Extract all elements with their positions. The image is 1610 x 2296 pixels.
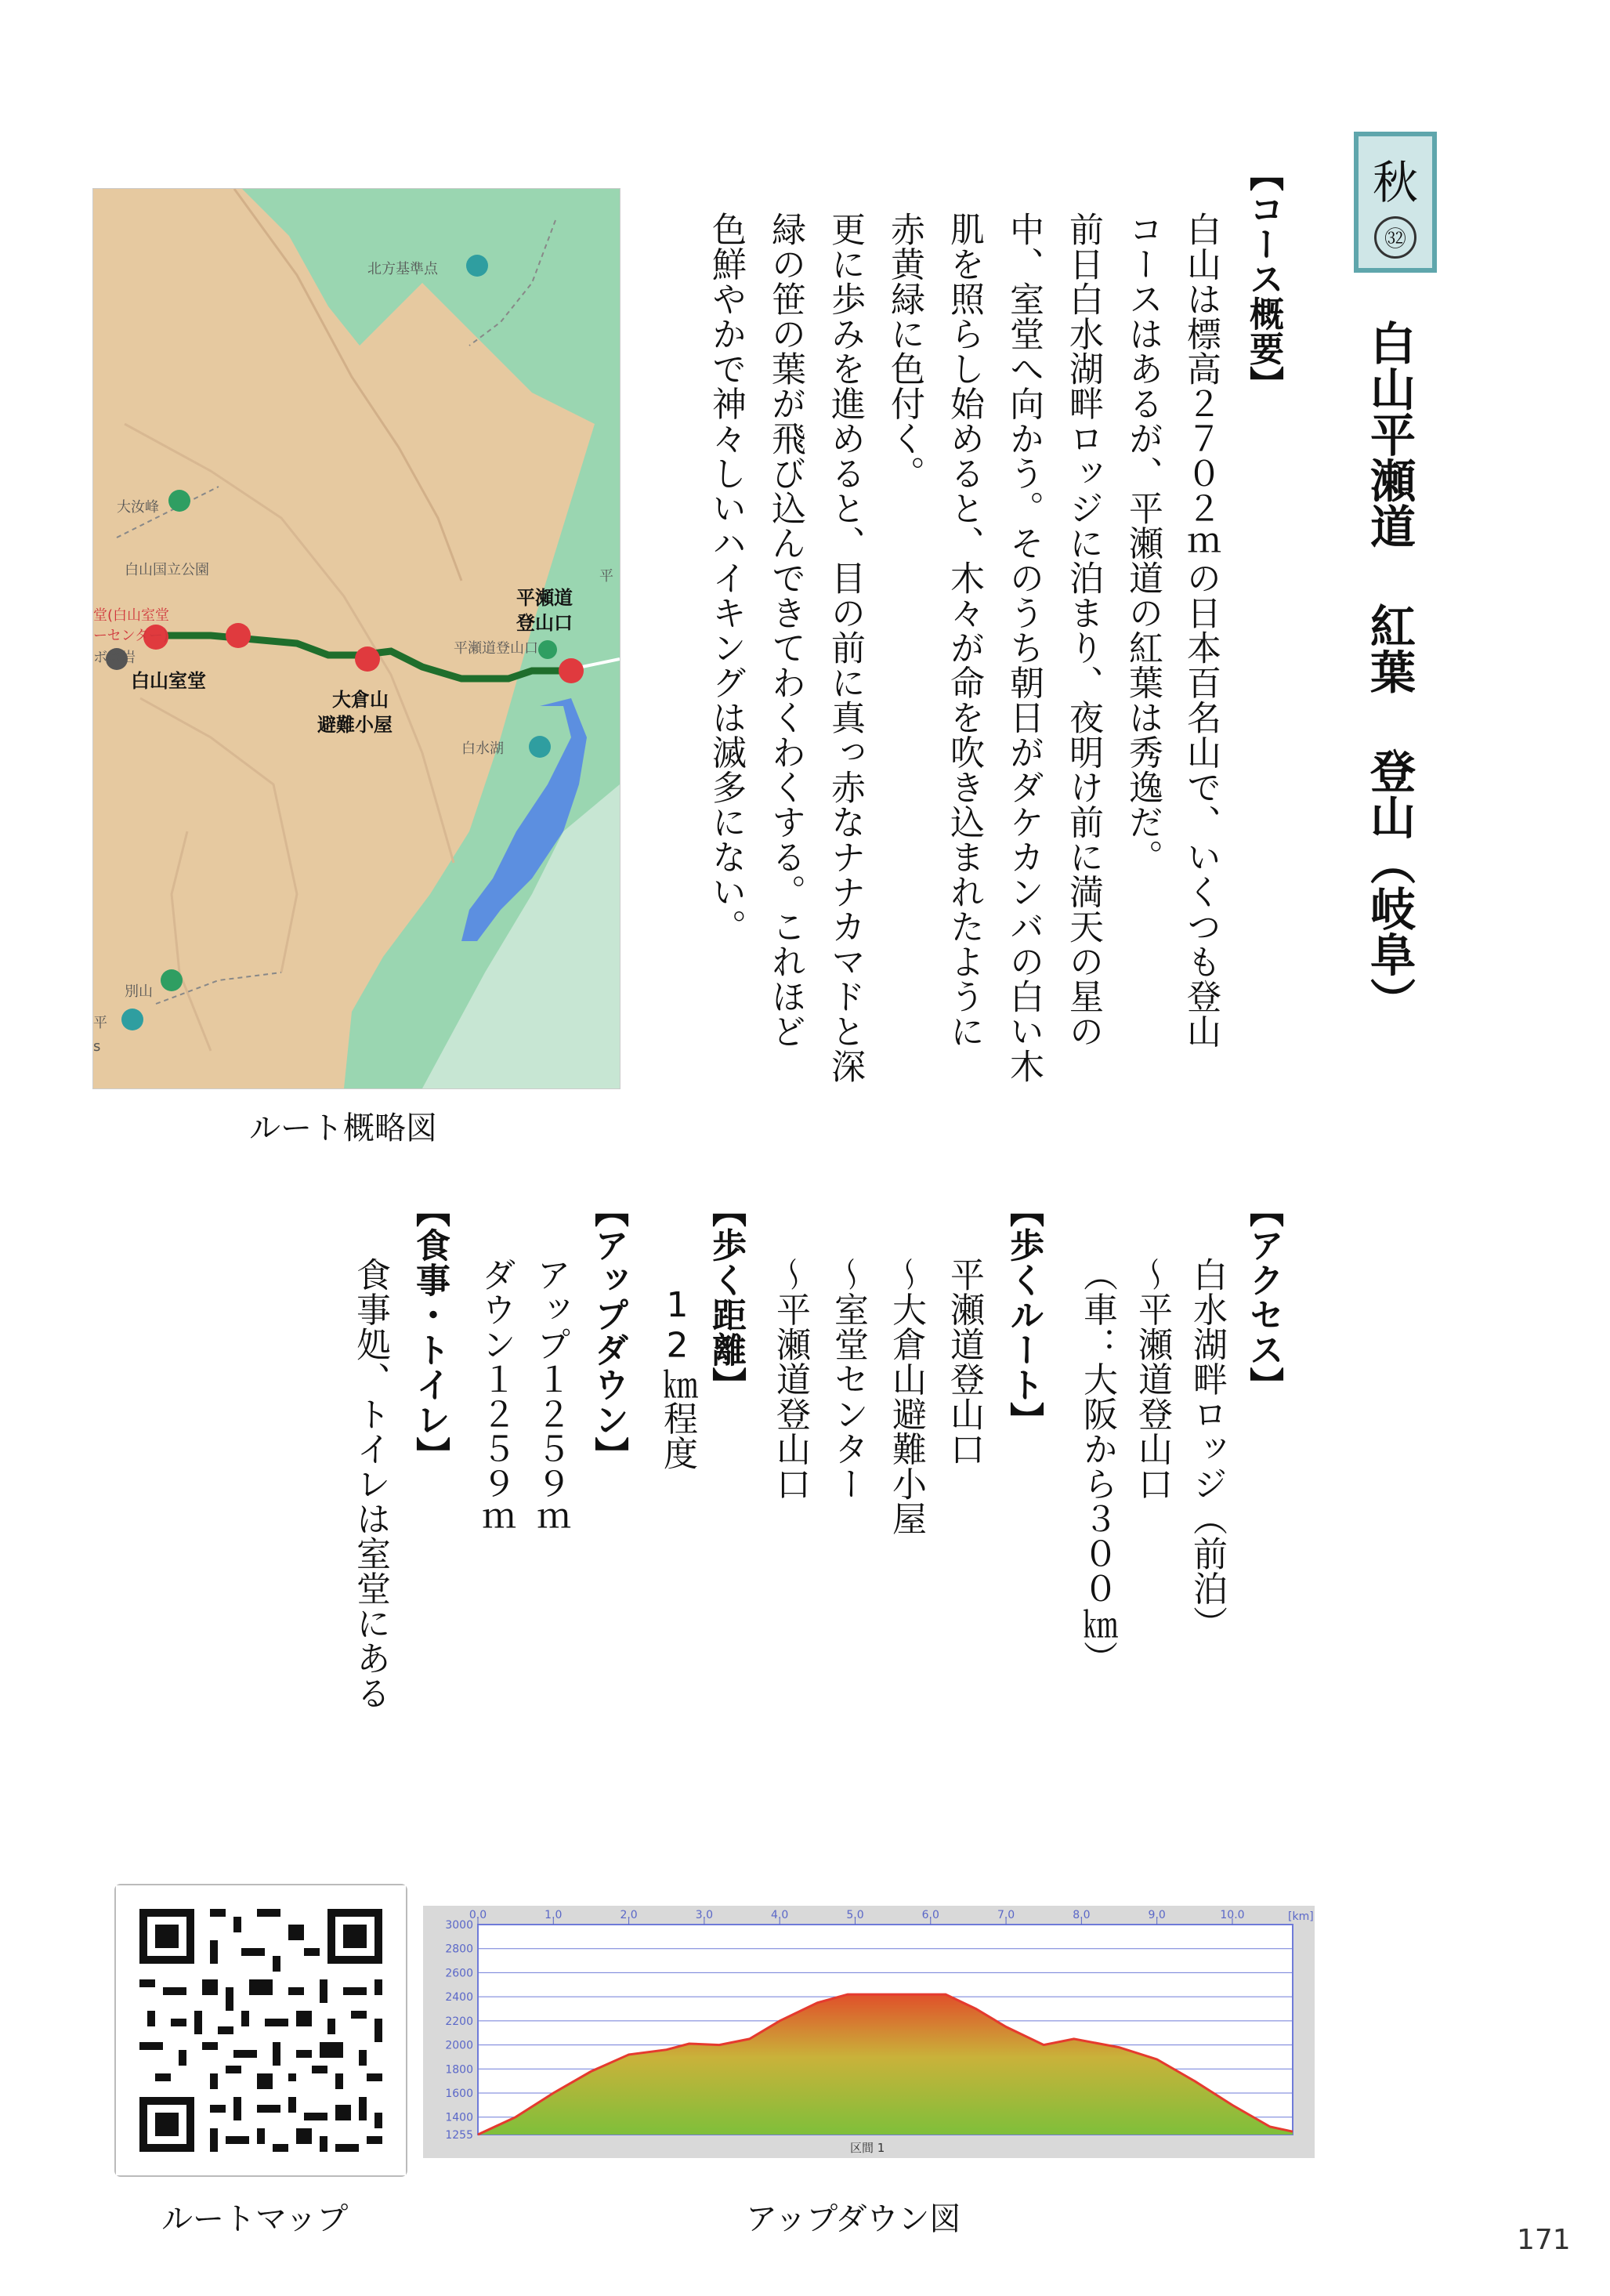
section-label: 区間 1	[850, 2141, 885, 2155]
distance-heading: 【歩く距離】	[706, 1193, 746, 1402]
x-tick-label: 6.0	[921, 1909, 939, 1921]
access-line: 白水湖畔ロッジ（前泊）	[1187, 1257, 1227, 1641]
route-line: ～大倉山避難小屋	[886, 1257, 926, 1536]
overview-line: 緑の笹の葉が飛び込んできてわくわくする。これほど	[765, 212, 805, 1048]
page-title: 白山平瀬道 紅葉 登山（岐阜）	[1362, 320, 1416, 1023]
x-tick-label: 5.0	[846, 1909, 864, 1921]
map-label: 平	[599, 568, 613, 585]
map-caption: ルート概略図	[249, 1110, 437, 1146]
map-label: 登山口	[516, 612, 573, 634]
y-tick-label: 1400	[445, 2111, 473, 2124]
summit-marker	[161, 969, 183, 991]
hut-marker	[226, 623, 251, 648]
map-label: 避難小屋	[317, 714, 393, 736]
map-label: 白水湖	[461, 741, 504, 757]
x-tick-label: 2.0	[620, 1909, 638, 1921]
qr-caption: ルートマップ	[161, 2201, 349, 2237]
access-line: ～平瀬道登山口	[1132, 1257, 1172, 1501]
distance-value: 12㎞程度	[657, 1285, 697, 1471]
map-label: 平	[93, 1015, 107, 1031]
qr-code[interactable]	[114, 1884, 407, 2177]
map-label: 平瀬道	[516, 587, 573, 609]
survey-point-marker	[466, 255, 488, 277]
overview-line: 肌を照らし始めると、木々が命を吹き込まれたように	[944, 212, 984, 1048]
route-heading: 【歩くルート】	[1004, 1193, 1044, 1437]
map-label: 大倉山	[332, 689, 389, 711]
season-label: 秋	[1372, 156, 1418, 209]
y-tick-label: 2600	[445, 1967, 473, 1980]
chapter-number: ㉜	[1374, 216, 1416, 259]
facilities-heading: 【食事・トイレ】	[410, 1193, 450, 1472]
x-tick-label: 8.0	[1073, 1909, 1091, 1921]
route-line: 平瀬道登山口	[944, 1257, 984, 1466]
x-tick-label: 1.0	[545, 1909, 563, 1921]
x-tick-label: 4.0	[771, 1909, 789, 1921]
route-line: ～平瀬道登山口	[770, 1257, 810, 1501]
access-line: （車：大阪から３００㎞）	[1077, 1257, 1117, 1675]
map-label: ボコ岩	[93, 650, 136, 666]
map-label: 白山室堂	[131, 670, 206, 692]
x-tick-label: 0.0	[469, 1909, 487, 1921]
overview-line: 中、室堂へ向かう。そのうち朝日がダケカンバの白い木	[1004, 212, 1044, 1084]
qr-code-graphic	[116, 1885, 406, 2175]
x-tick-label: 9.0	[1148, 1909, 1166, 1921]
overview-line: 前日白水湖畔ロッジに泊まり、夜明け前に満天の星の	[1063, 212, 1103, 1048]
y-tick-label: 1600	[445, 2088, 473, 2101]
y-tick-label: 3000	[445, 1919, 473, 1932]
chart-caption: アップダウン図	[746, 2201, 961, 2237]
map-label: 北方基準点	[367, 261, 438, 277]
x-unit-label: [km]	[1288, 1910, 1314, 1923]
overview-line: 更に歩みを進めると、目の前に真っ赤なナナカマドと深	[825, 212, 865, 1084]
trailhead-marker	[559, 658, 584, 683]
x-tick-label: 7.0	[997, 1909, 1015, 1921]
summit-marker	[168, 490, 190, 512]
y-tick-label: 2200	[445, 2015, 473, 2028]
y-tick-label: 2800	[445, 1943, 473, 1956]
season-badge	[1354, 132, 1437, 273]
overview-line: 色鮮やかで神々しいハイキングは滅多にない。	[706, 212, 746, 944]
map-label: ーセンター)	[93, 628, 168, 644]
x-tick-label: 10.0	[1220, 1909, 1245, 1921]
map-label: 平瀬道登山口	[454, 640, 538, 657]
updown-line: ダウン１２５９ｍ	[476, 1257, 516, 1536]
page-number: 171	[1517, 2224, 1571, 2256]
overview-line: 白山は標高２７０２ｍの日本百名山で、いくつも登山	[1181, 212, 1221, 1048]
overview-line: コースはあるが、平瀬道の紅葉は秀逸だ。	[1123, 212, 1163, 875]
hut-marker	[355, 646, 380, 672]
y-tick-label: 1255	[445, 2129, 473, 2142]
updown-heading: 【アップダウン】	[588, 1193, 628, 1472]
map-label: 白山国立公園	[125, 562, 209, 578]
overview-line: 赤黄緑に色付く。	[885, 212, 924, 491]
x-tick-label: 3.0	[695, 1909, 714, 1921]
trailhead-dot	[538, 640, 557, 659]
map-label: s	[93, 1038, 101, 1055]
elevation-chart	[423, 1906, 1315, 2158]
facilities-line: 食事処、トイレは室堂にある	[350, 1257, 390, 1711]
map-label: 堂(白山室堂	[93, 607, 170, 624]
map-label: 大汝峰	[117, 499, 159, 516]
poi-marker	[121, 1009, 143, 1030]
y-tick-label: 2400	[445, 1991, 473, 2004]
updown-line: アップ１２５９ｍ	[530, 1257, 570, 1536]
lake-marker	[529, 736, 551, 758]
overview-heading: 【コース概要】	[1243, 157, 1283, 401]
y-tick-label: 2000	[445, 2039, 473, 2052]
route-map	[92, 188, 620, 1089]
route-map-graphic	[93, 189, 620, 1088]
y-tick-label: 1800	[445, 2063, 473, 2077]
route-line: ～室堂センター	[828, 1257, 868, 1501]
access-heading: 【アクセス】	[1243, 1193, 1283, 1402]
map-label: 別山	[125, 983, 153, 1000]
